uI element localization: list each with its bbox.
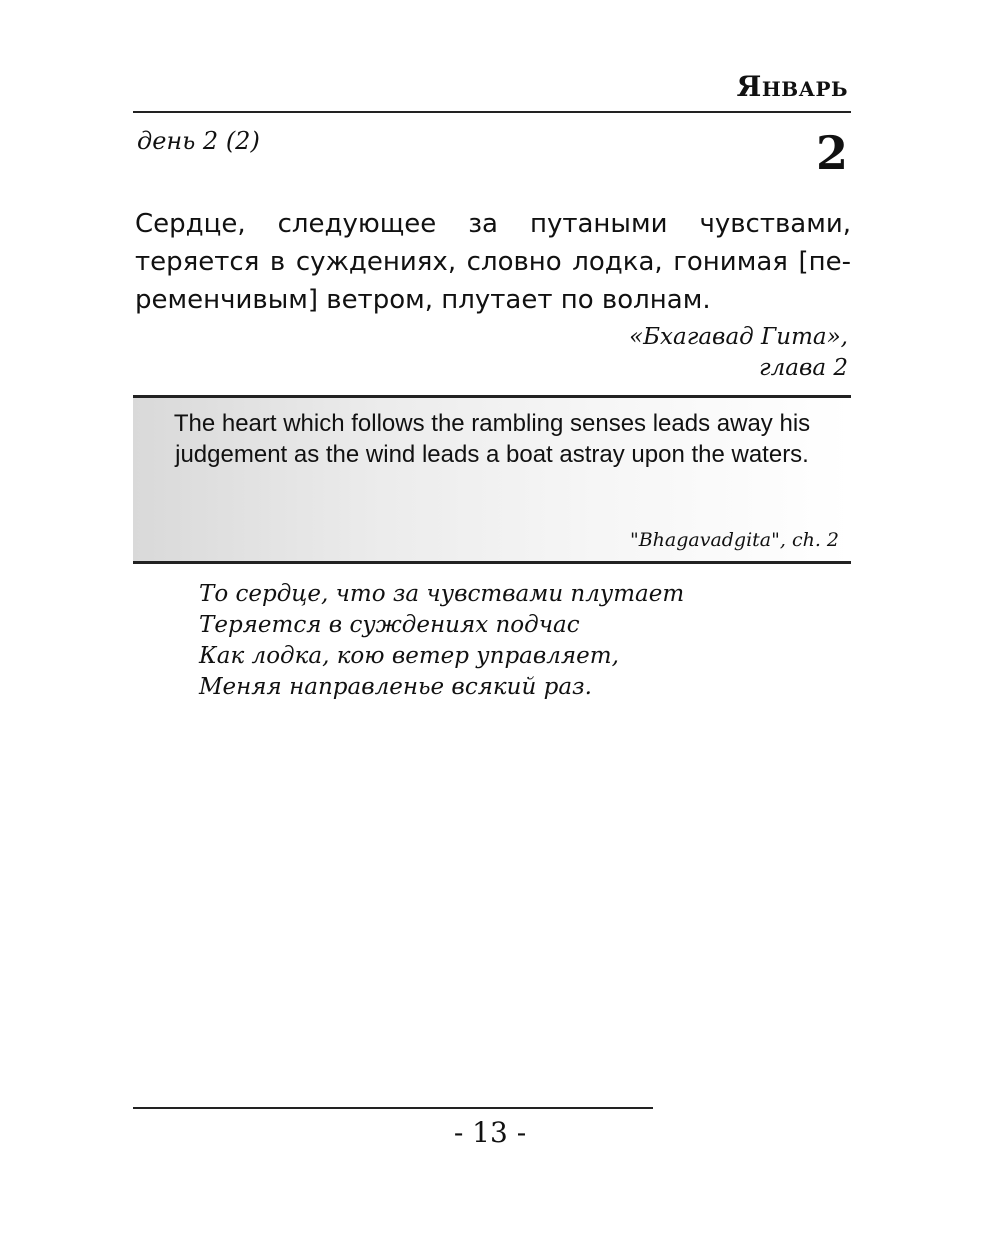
poem-line: Как лодка, кою ветер управляет, — [199, 643, 619, 669]
day-label: день 2 (2) — [137, 127, 260, 155]
poem-line: То сердце, что за чувствами плутает — [199, 581, 685, 607]
day-number: 2 — [815, 126, 848, 180]
footer-divider — [133, 1107, 653, 1109]
page-number: - 13 - — [453, 1116, 527, 1149]
russian-source-title: «Бхагавад Гита», — [629, 324, 848, 350]
russian-quote-source — [629, 322, 848, 384]
english-quote-box — [133, 395, 851, 564]
english-quote-source: "Bhagavadgita", ch. 2 — [629, 529, 839, 551]
russian-source-chapter: глава 2 — [758, 355, 848, 381]
english-quote: The heart which follows the rambling senses leads away his judgement as the wind leads a boat astray upon the waters. — [173, 410, 811, 468]
poem — [199, 579, 684, 703]
month-title: Январь — [736, 70, 848, 103]
poem-line: Меняя направленье всякий раз. — [199, 674, 592, 700]
russian-quote: Сердце, следующее за путаными чувствами, теряется в суждениях, словно лодка, гонимая [переменчивым] ветром, плутает по волнам. — [135, 209, 851, 315]
header-divider — [133, 111, 851, 113]
poem-line: Теряется в суждениях подчас — [199, 612, 580, 638]
